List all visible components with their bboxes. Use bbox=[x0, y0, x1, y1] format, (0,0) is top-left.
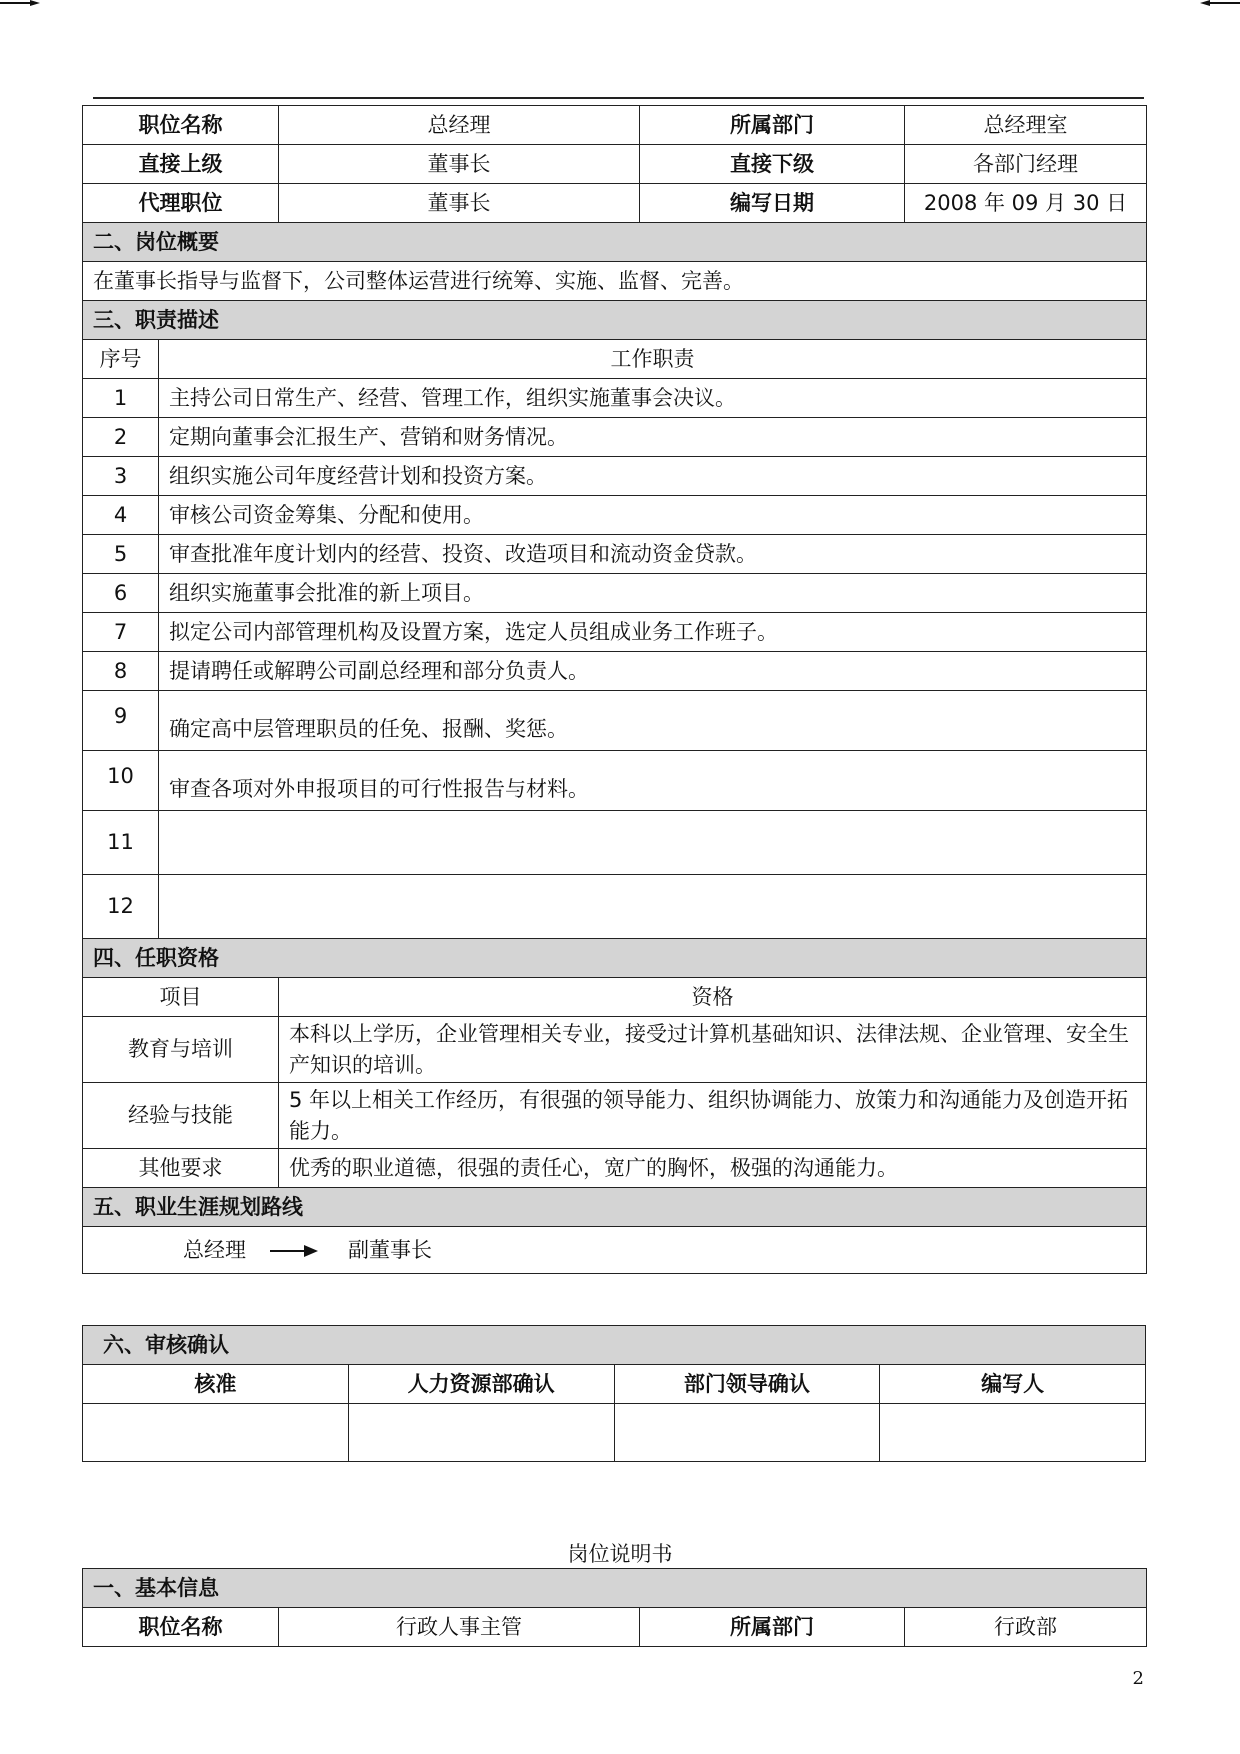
basic-info-row bbox=[83, 145, 1147, 184]
arrow-right-icon bbox=[270, 1244, 318, 1258]
section-title: 二、岗位概要 bbox=[83, 223, 1147, 262]
basic-info-row bbox=[83, 1608, 1147, 1647]
section-header bbox=[83, 1569, 1147, 1608]
qualification-item: 教育与培训 bbox=[83, 1017, 279, 1083]
duty-text bbox=[159, 811, 1147, 875]
review-column: 人力资源部确认 bbox=[348, 1365, 614, 1404]
corner-arrow-icon bbox=[0, 0, 40, 6]
job-description-table bbox=[82, 105, 1147, 1274]
section-header bbox=[83, 1326, 1146, 1365]
duty-number: 1 bbox=[83, 379, 159, 418]
signature-cell bbox=[83, 1404, 349, 1462]
section-header bbox=[83, 301, 1147, 340]
qualification-text: 本科以上学历，企业管理相关专业，接受过计算机基础知识、法律法规、企业管理、安全生产知识的培训。 bbox=[279, 1017, 1147, 1083]
basic-info-row bbox=[83, 106, 1147, 145]
duty-row bbox=[83, 613, 1147, 652]
column-header: 项目 bbox=[83, 978, 279, 1017]
duty-number: 6 bbox=[83, 574, 159, 613]
duty-row bbox=[83, 751, 1147, 811]
duty-number: 8 bbox=[83, 652, 159, 691]
career-to: 副董事长 bbox=[348, 1237, 432, 1262]
duty-text: 组织实施公司年度经营计划和投资方案。 bbox=[159, 457, 1147, 496]
field-value: 2008 年 09 月 30 日 bbox=[905, 184, 1147, 223]
signature-cell bbox=[614, 1404, 880, 1462]
review-header-row bbox=[83, 1365, 1146, 1404]
section-title: 六、审核确认 bbox=[83, 1326, 1146, 1365]
duty-text: 定期向董事会汇报生产、营销和财务情况。 bbox=[159, 418, 1147, 457]
duty-text: 提请聘任或解聘公司副总经理和部分负责人。 bbox=[159, 652, 1147, 691]
duty-row bbox=[83, 535, 1147, 574]
duty-number: 2 bbox=[83, 418, 159, 457]
qualification-row bbox=[83, 1017, 1147, 1083]
duty-row bbox=[83, 457, 1147, 496]
field-label: 直接下级 bbox=[640, 145, 905, 184]
career-path bbox=[83, 1227, 1147, 1274]
section-title: 三、职责描述 bbox=[83, 301, 1147, 340]
header-rule bbox=[93, 97, 1144, 99]
duty-row bbox=[83, 379, 1147, 418]
field-value: 总经理 bbox=[279, 106, 640, 145]
duty-number: 4 bbox=[83, 496, 159, 535]
signature-row bbox=[83, 1404, 1146, 1462]
duty-row bbox=[83, 811, 1147, 875]
basic-info-row bbox=[83, 184, 1147, 223]
qualification-text: 5 年以上相关工作经历，有很强的领导能力、组织协调能力、放策力和沟通能力及创造开拓能力。 bbox=[279, 1083, 1147, 1149]
qualification-row bbox=[83, 1083, 1147, 1149]
duty-number: 3 bbox=[83, 457, 159, 496]
section-title: 五、职业生涯规划路线 bbox=[83, 1188, 1147, 1227]
field-label: 所属部门 bbox=[640, 106, 905, 145]
career-path-row bbox=[83, 1227, 1147, 1274]
field-value: 董事长 bbox=[279, 184, 640, 223]
review-column: 部门领导确认 bbox=[614, 1365, 880, 1404]
document-title: 岗位说明书 bbox=[567, 1542, 673, 1566]
career-from: 总经理 bbox=[183, 1237, 246, 1262]
field-label: 职位名称 bbox=[83, 1608, 279, 1647]
duty-row bbox=[83, 418, 1147, 457]
duty-row bbox=[83, 691, 1147, 751]
duty-row bbox=[83, 574, 1147, 613]
field-value: 董事长 bbox=[279, 145, 640, 184]
field-label: 直接上级 bbox=[83, 145, 279, 184]
column-header: 序号 bbox=[83, 340, 159, 379]
duty-number: 12 bbox=[83, 875, 159, 939]
field-label: 编写日期 bbox=[640, 184, 905, 223]
field-value: 行政人事主管 bbox=[279, 1608, 640, 1647]
review-column: 核准 bbox=[83, 1365, 349, 1404]
qualification-row bbox=[83, 1149, 1147, 1188]
next-job-table bbox=[82, 1568, 1147, 1647]
duty-number: 11 bbox=[83, 811, 159, 875]
qualifications-header-row bbox=[83, 978, 1147, 1017]
field-value: 各部门经理 bbox=[905, 145, 1147, 184]
review-table bbox=[82, 1325, 1146, 1462]
section-header bbox=[83, 939, 1147, 978]
duty-text: 主持公司日常生产、经营、管理工作，组织实施董事会决议。 bbox=[159, 379, 1147, 418]
qualification-item: 经验与技能 bbox=[83, 1083, 279, 1149]
qualification-text: 优秀的职业道德，很强的责任心，宽广的胸怀，极强的沟通能力。 bbox=[279, 1149, 1147, 1188]
duty-row bbox=[83, 652, 1147, 691]
duty-text: 审查各项对外申报项目的可行性报告与材料。 bbox=[159, 751, 1147, 811]
duties-header-row bbox=[83, 340, 1147, 379]
summary-row bbox=[83, 262, 1147, 301]
signature-cell bbox=[348, 1404, 614, 1462]
field-label: 所属部门 bbox=[640, 1608, 905, 1647]
duty-text: 审查批准年度计划内的经营、投资、改造项目和流动资金贷款。 bbox=[159, 535, 1147, 574]
field-label: 职位名称 bbox=[83, 106, 279, 145]
corner-arrow-icon bbox=[1200, 0, 1240, 6]
duty-text: 审核公司资金筹集、分配和使用。 bbox=[159, 496, 1147, 535]
review-column: 编写人 bbox=[880, 1365, 1146, 1404]
section-header bbox=[83, 223, 1147, 262]
duty-number: 5 bbox=[83, 535, 159, 574]
duty-text: 拟定公司内部管理机构及设置方案，选定人员组成业务工作班子。 bbox=[159, 613, 1147, 652]
column-header: 工作职责 bbox=[159, 340, 1147, 379]
qualification-item: 其他要求 bbox=[83, 1149, 279, 1188]
duty-row bbox=[83, 496, 1147, 535]
page-number: 2 bbox=[1132, 1668, 1144, 1689]
section-header bbox=[83, 1188, 1147, 1227]
duty-row bbox=[83, 875, 1147, 939]
duty-text bbox=[159, 875, 1147, 939]
field-value: 总经理室 bbox=[905, 106, 1147, 145]
column-header: 资格 bbox=[279, 978, 1147, 1017]
field-value: 行政部 bbox=[905, 1608, 1147, 1647]
duty-text: 确定高中层管理职员的任免、报酬、奖惩。 bbox=[159, 691, 1147, 751]
duty-number: 9 bbox=[83, 691, 159, 751]
duty-text: 组织实施董事会批准的新上项目。 bbox=[159, 574, 1147, 613]
summary-text: 在董事长指导与监督下，公司整体运营进行统筹、实施、监督、完善。 bbox=[83, 262, 1147, 301]
duty-number: 7 bbox=[83, 613, 159, 652]
section-title: 四、任职资格 bbox=[83, 939, 1147, 978]
field-label: 代理职位 bbox=[83, 184, 279, 223]
duty-number: 10 bbox=[83, 751, 159, 811]
section-title: 一、基本信息 bbox=[83, 1569, 1147, 1608]
signature-cell bbox=[880, 1404, 1146, 1462]
